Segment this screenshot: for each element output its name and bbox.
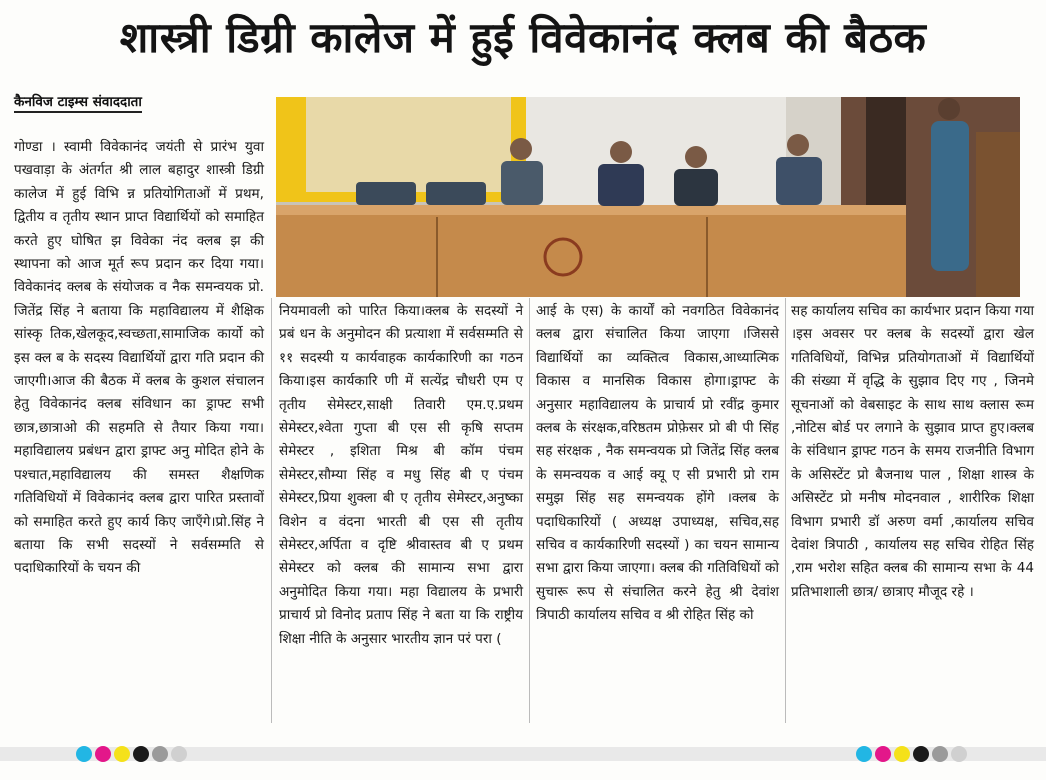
column-4-text: सह कार्यालय सचिव का कार्यभार प्रदान किया गया ।इस अवसर पर क्लब के सदस्यों द्वारा खेल गतिविधियों, विभिन्न प्रतियोगताओं में विद्यार्थियों की संख्या में वृद्धि के सुझाव दिए गए , जिनमे सूचनाओं को वेबसाइट के साथ साथ क्लास रूम ,नोटिस बोर्ड पर लगाने के सुझाव प्राप्त हुए।क्लब के संविधान ड्राफ्ट गठन के समय राजनीति विभाग के असिस्टेंट प्रो बैजनाथ पाल , शिक्षा शास्त्र के असिस्टेंट प्रो मनीष मोदनवाल , शारीरिक शिक्षा विभाग प्रभारी डॉ अरुण वर्मा ,कार्यालय सचिव देवांश त्रिपाठी , कार्यालय सह सचिव रोहित सिंह ,राम भरोश सहित क्लब की सामान्य सभा के 44 प्रतिभाशाली छात्र/ छात्राए मौजूद रहे ।: [791, 303, 1034, 600]
headline: शास्त्री डिग्री कालेज में हुई विवेकानंद क्लब की बैठक: [119, 13, 927, 62]
column-2-text: नियमावली को पारित किया।क्लब के सदस्यों ने प्रबं धन के अनुमोदन की प्रत्याशा में सर्वसम्मति से ११ सदस्यी य कार्यवाहक कार्यकारिणी का गठन किया।इस कार्यकारि णी में सत्येंद्र चौधरी एम ए तृतीय सेमेस्टर,साक्षी तिवारी एम.ए.प्रथम सेमेस्टर,श्वेता गुप्ता बी एस सी कृषि सप्तम सेमेस्टर , इशिता मिश्र बी कॉम पंचम सेमेस्टर,सौम्या सिंह व मधु सिंह बी ए पंचम सेमेस्टर,प्रिया शुक्ला बी ए तृतीय सेमेस्टर,अनुष्का विशेन व वंदना भारती बी एस सी तृतीय सेमेस्टर,अर्पिता व दृष्टि श्रीवास्तव बी ए प्रथम सेमेस्टर को क्लब की सामान्य सभा द्वारा अनुमोदित किया गया। महा विद्यालय के प्रभारी प्राचार्य प्रो विनोद प्रताप सिंह ने बता या कि राष्ट्रीय शिक्षा नीति के अनुसार भारतीय ज्ञान परं परा (: [279, 303, 523, 647]
cyan-dot: [856, 746, 872, 762]
article-column-3: [536, 300, 779, 628]
black-dot: [133, 746, 149, 762]
byline: कैनविज टाइम्स संवाददाता: [14, 92, 142, 113]
article-column-4: [791, 300, 1034, 604]
cyan-dot: [76, 746, 92, 762]
gray-dot: [932, 746, 948, 762]
yellow-dot: [894, 746, 910, 762]
meeting-photo: [276, 97, 1020, 297]
lightgray-dot: [171, 746, 187, 762]
magenta-dot: [875, 746, 891, 762]
column-divider: [529, 298, 530, 723]
yellow-dot: [114, 746, 130, 762]
column-3-text: आई के एस) के कार्यों को नवगठित विवेकानंद क्लब द्वारा संचालित किया जाएगा ।जिससे विद्यार्थियों का व्यक्तित्व विकास,आध्यात्मिक विकास व मानसिक विकास होगा।ड्राफ्ट के अनुसार महाविद्यालय के प्राचार्य प्रो रवींद्र कुमार क्लब के संरक्षक,वरिष्ठतम प्रोफ़ेसर प्रो बी पी सिंह सह संरक्षक , नैक समन्वयक प्रो जितेंद्र सिंह क्लब के समन्वयक व आई क्यू ए सी प्रभारी प्रो राम समुझ सिंह सह समन्वयक होंगे ।क्लब के पदाधिकारियों ( अध्यक्ष उपाध्यक्ष, सचिव,सह सचिव व कार्यकारिणी सदस्यों ) का चयन सामान्य सभा द्वारा किया जाएगा। क्लब की गतिविधियों को सुचारू रूप से संचालित करने हेतु श्री देवांश त्रिपाठी कार्यालय सचिव व श्री रोहित सिंह को: [536, 303, 779, 624]
color-registration-dots-right: [856, 746, 967, 762]
black-dot: [913, 746, 929, 762]
color-registration-dots-left: [76, 746, 187, 762]
column-1-text: गोण्डा । स्वामी विवेकानंद जयंती से प्रारंभ युवा पखवाड़ा के अंतर्गत श्री लाल बहादुर शास्त्री डिग्री कालेज में हुई विभि न्न प्रतियोगिताओं में प्रथम, द्वितीय व तृतीय स्थान प्राप्त विद्यार्थियों को समाहित करते हुए घोषित झ विवेका नंद क्लब झ की स्थापना को आज मूर्त रूप प्रदान कर दिया गया।विवेकानंद क्लब के संयोजक व नैक समन्वयक प्रो. जितेंद्र सिंह ने बताया कि महाविद्यालय में शैक्षिक सांस्कृ तिक,खेलकूद,स्वच्छता,सामाजिक कार्यो को इस क्ल ब के सदस्य विद्यार्थियों द्वारा गति प्रदान की जाएगी।आज की बैठक में क्लब के कुशल संचालन हेतु विवेकानंद क्लब संविधान का ड्राफ्ट सभी छात्र,छात्राओ की सहमति से तैयार किया गया।महाविद्यालय प्रबंधन द्वारा ड्राफ्ट अनु मोदित होने के पश्चात,महाविद्यालय की समस्त शैक्षणिक गतिविधियों में विवेकानंद क्लब द्वारा पारित प्रस्तावों को समाहित करते हुए कार्य किए जाएँगे।प्रो.सिंह ने बताया कि सभी सदस्यों ने सर्वसम्मति से पदाधिकारियों के चयन की: [14, 139, 264, 577]
article-column-2: [279, 300, 523, 651]
gray-dot: [152, 746, 168, 762]
column-divider: [785, 298, 786, 723]
magenta-dot: [95, 746, 111, 762]
column-divider: [271, 298, 272, 723]
lightgray-dot: [951, 746, 967, 762]
article-column-1: [14, 136, 264, 581]
